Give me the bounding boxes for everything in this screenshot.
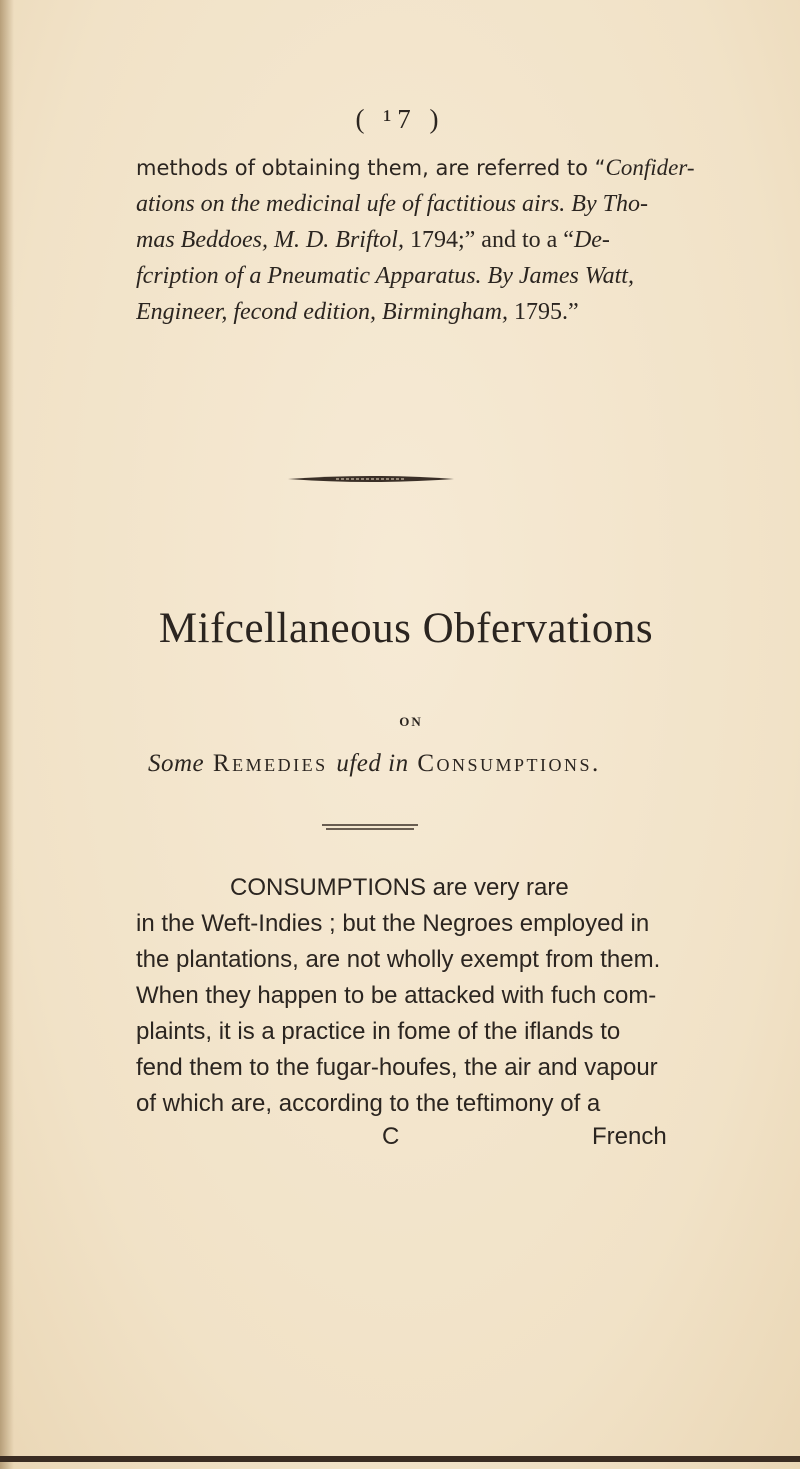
ornamental-rule <box>286 474 456 484</box>
section-subtitle <box>148 750 788 778</box>
signature-line <box>136 1119 696 1155</box>
intro-line-1-text: methods of obtaining them, are referred to “ <box>136 156 606 180</box>
double-rule-divider <box>322 823 418 831</box>
body-line: fend them to the fugar-houfes, the air and vapour <box>136 1054 658 1081</box>
intro-line-3-italic: mas Beddoes, M. D. Briftol, <box>136 227 404 253</box>
page-edge-shadow <box>0 0 14 1469</box>
body-line: the plantations, are not wholly exempt from them. <box>136 946 661 973</box>
subtitle-some: Some <box>148 750 205 777</box>
intro-line-3 <box>136 222 696 258</box>
body-line: in the Weft-Indies ; but the Negroes employed in <box>136 910 650 937</box>
subtitle-consumptions: Consumptions. <box>417 750 601 777</box>
catchword: French <box>592 1123 667 1150</box>
body-paragraph <box>136 870 696 1122</box>
intro-paragraph <box>136 150 696 330</box>
subtitle-used-in: ufed in <box>336 750 409 777</box>
subtitle-remedies: Remedies <box>212 750 328 777</box>
intro-line-3-italic-end: De- <box>573 227 610 253</box>
body-line: of which are, according to the teftimony of a <box>136 1090 601 1117</box>
intro-line-5 <box>136 294 696 330</box>
intro-line-5-text: 1795.” <box>507 299 579 325</box>
intro-line-4 <box>136 258 696 294</box>
section-on: ON <box>399 714 423 729</box>
body-line: When they happen to be attacked with fuch com- <box>136 982 657 1009</box>
page-number: ( ¹7 ) <box>355 104 445 134</box>
body-line: plaints, it is a practice in fome of the iflands to <box>136 1018 621 1045</box>
intro-line-3-text: 1794;” and to a “ <box>403 227 574 253</box>
section-title: Mifcellaneous Obfervations <box>158 605 654 652</box>
signature-mark: C <box>382 1123 400 1150</box>
body-line: CONSUMPTIONS are very rare <box>230 874 569 901</box>
intro-line-2 <box>136 186 696 222</box>
intro-line-1 <box>136 150 696 186</box>
intro-line-5-italic: Engineer, fecond edition, Birmingham, <box>136 299 508 325</box>
intro-line-1-italic: Confider- <box>605 155 695 180</box>
bottom-border <box>0 1456 800 1462</box>
intro-line-2-italic: ations on the medicinal ufe of factitious airs. By Tho- <box>136 191 648 217</box>
intro-line-4-italic: fcription of a Pneumatic Apparatus. By James Watt, <box>136 263 634 289</box>
